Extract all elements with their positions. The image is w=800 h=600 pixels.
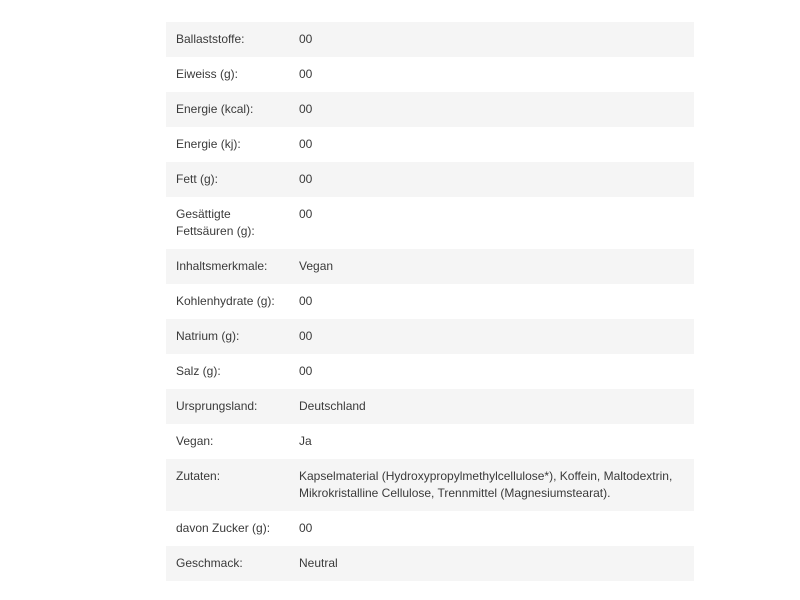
property-value: 00: [289, 92, 694, 127]
property-value: 00: [289, 162, 694, 197]
table-row: [166, 354, 694, 389]
property-label: Energie (kj):: [176, 137, 241, 151]
property-value: Vegan: [289, 249, 694, 284]
product-properties-table: [166, 22, 694, 581]
property-label: Ballaststoffe:: [166, 22, 289, 57]
property-label: Energie (kcal):: [166, 92, 289, 127]
property-value: Kapselmaterial (Hydroxypropylmethylcellulose*), Koffein, Maltodextrin, Mikrokristalline Cellulose, Trennmittel (Magnesiumstearat).: [289, 459, 694, 511]
property-value: Ja: [299, 434, 312, 448]
table-row: [166, 197, 694, 249]
table-row: [166, 511, 694, 546]
table-row: [166, 92, 694, 127]
property-value: 00: [299, 364, 313, 378]
property-label: Gesättigte Fettsäuren (g):: [176, 207, 255, 238]
table-row: [166, 459, 694, 511]
property-value: 00: [299, 294, 313, 308]
property-label: Kohlenhydrate (g):: [176, 294, 275, 308]
property-value: Deutschland: [289, 389, 694, 424]
table-row: [166, 284, 694, 319]
property-label: Fett (g):: [166, 162, 289, 197]
property-label: davon Zucker (g):: [176, 521, 271, 535]
table-row: [166, 249, 694, 284]
table-row: [166, 424, 694, 459]
table-row: [166, 22, 694, 57]
table-row: [166, 319, 694, 354]
property-value: 00: [289, 319, 694, 354]
property-label: Natrium (g):: [166, 319, 289, 354]
property-label: Vegan:: [176, 434, 214, 448]
property-value: 00: [299, 137, 313, 151]
table-row: [166, 57, 694, 92]
property-value: 00: [299, 67, 313, 81]
table-row: [166, 389, 694, 424]
property-value: Neutral: [289, 546, 694, 581]
table-row: [166, 546, 694, 581]
table-row: [166, 162, 694, 197]
property-label: Geschmack:: [166, 546, 289, 581]
property-label: Ursprungsland:: [166, 389, 289, 424]
property-value: 00: [299, 521, 313, 535]
property-label: Inhaltsmerkmale:: [166, 249, 289, 284]
property-label: Salz (g):: [176, 364, 221, 378]
table-row: [166, 127, 694, 162]
property-value: 00: [289, 22, 694, 57]
property-value: 00: [299, 207, 313, 221]
property-label: Zutaten:: [166, 459, 289, 511]
property-label: Eiweiss (g):: [176, 67, 239, 81]
